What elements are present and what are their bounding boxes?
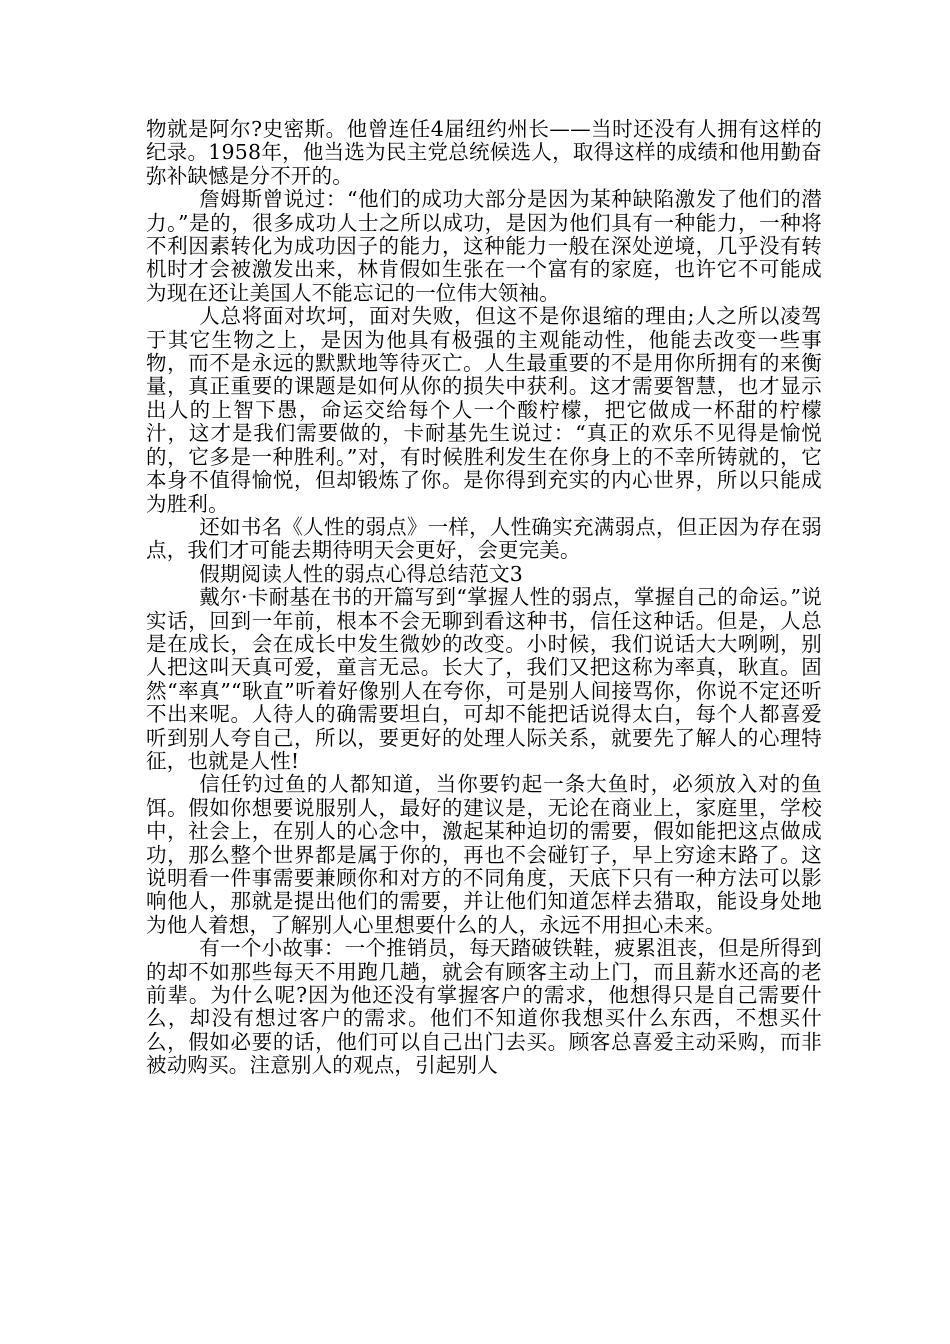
paragraph-7: 有一个小故事：一个推销员，每天踏破铁鞋，疲累沮丧，但是所得到的却不如那些每天不用跑几趟，就会有顾客主动上门，而且薪水还高的老前辈。为什么呢?因为他还没有掌握客户的需求，他想得只是自己需要什么，却没有想过客户的需求。他们不知道你我想买什么东西，不想买什么，假如必要的话，他们可以自己出门去买。顾客总喜爱主动采购，而非被动购买。注意别人的观点，引起别人 (146, 936, 822, 1078)
section-heading: 假期阅读人性的弱点心得总结范文3 (199, 561, 524, 586)
paragraph-2: 詹姆斯曾说过：“他们的成功大部分是因为某种缺陷激发了他们的潜力。”是的，很多成功人士之所以成功，是因为他们具有一种能力，一种将不利因素转化为成功因子的能力，这种能力一般在深处逆境，几乎没有转机时才会被激发出来，林肯假如生张在一个富有的家庭，也许它不可能成为现在还让美国人不能忘记的一位伟大领袖。 (146, 187, 822, 305)
paragraph-3: 人总将面对坎坷，面对失败，但这不是你退缩的理由;人之所以凌驾于其它生物之上，是因为他具有极强的主观能动性，他能去改变一些事物，而不是永远的默默地等待灭亡。人生最重要的不是用你所拥有的来衡量，真正重要的课题是如何从你的损失中获利。这才需要智慧，也才显示出人的上智下愚，命运交给每个人一个酸柠檬，把它做成一杯甜的柠檬汁，这才是我们需要做的，卡耐基先生说过：“真正的欢乐不见得是愉悦的，它多是一种胜利。”对，有时候胜利发生在你身上的不幸所铸就的，它本身不值得愉悦，但却锻炼了你。是你得到充实的内心世界，所以只能成为胜利。 (146, 304, 822, 516)
paragraph-4: 还如书名《人性的弱点》一样，人性确实充满弱点，但正因为存在弱点，我们才可能去期待明天会更好，会更完美。 (146, 514, 822, 563)
paragraph-1: 物就是阿尔?史密斯。他曾连任4届纽约州长——当时还没有人拥有这样的纪录。1958年，他当选为民主党总统候选人，取得这样的成绩和他用勤奋弥补缺憾是分不开的。 (146, 117, 822, 188)
paragraph-5: 戴尔·卡耐基在书的开篇写到“掌握人性的弱点，掌握自己的命运。”说实话，回到一年前，根本不会无聊到看这种书，信任这种话。但是，人总是在成长，会在成长中发生微妙的改变。小时候，我们说话大大咧咧，别人把这叫天真可爱，童言无忌。长大了，我们又把这称为率真，耿直。固然“率真”“耿直”听着好像别人在夸你，可是别人间接骂你，你说不定还听不出来呢。人待人的确需要坦白，可却不能把话说得太白，每个人都喜爱听到别人夸自己，所以，要更好的处理人际关系，就要先了解人的心理特征，也就是人性! (146, 585, 822, 773)
paragraph-6: 信任钓过鱼的人都知道，当你要钓起一条大鱼时，必须放入对的鱼饵。假如你想要说服别人，最好的建议是，无论在商业上，家庭里，学校中，社会上，在别人的心念中，激起某种迫切的需要，假如能把这点做成功，那么整个世界都是属于你的，再也不会碰钉子，早上穷途末路了。这说明看一件事需要兼顾你和对方的不同角度，天底下只有一种方法可以影响他人，那就是提出他们的需要，并让他们知道怎样去猎取，能设身处地为他人着想，了解别人心里想要什么的人，永远不用担心未来。 (146, 772, 822, 937)
